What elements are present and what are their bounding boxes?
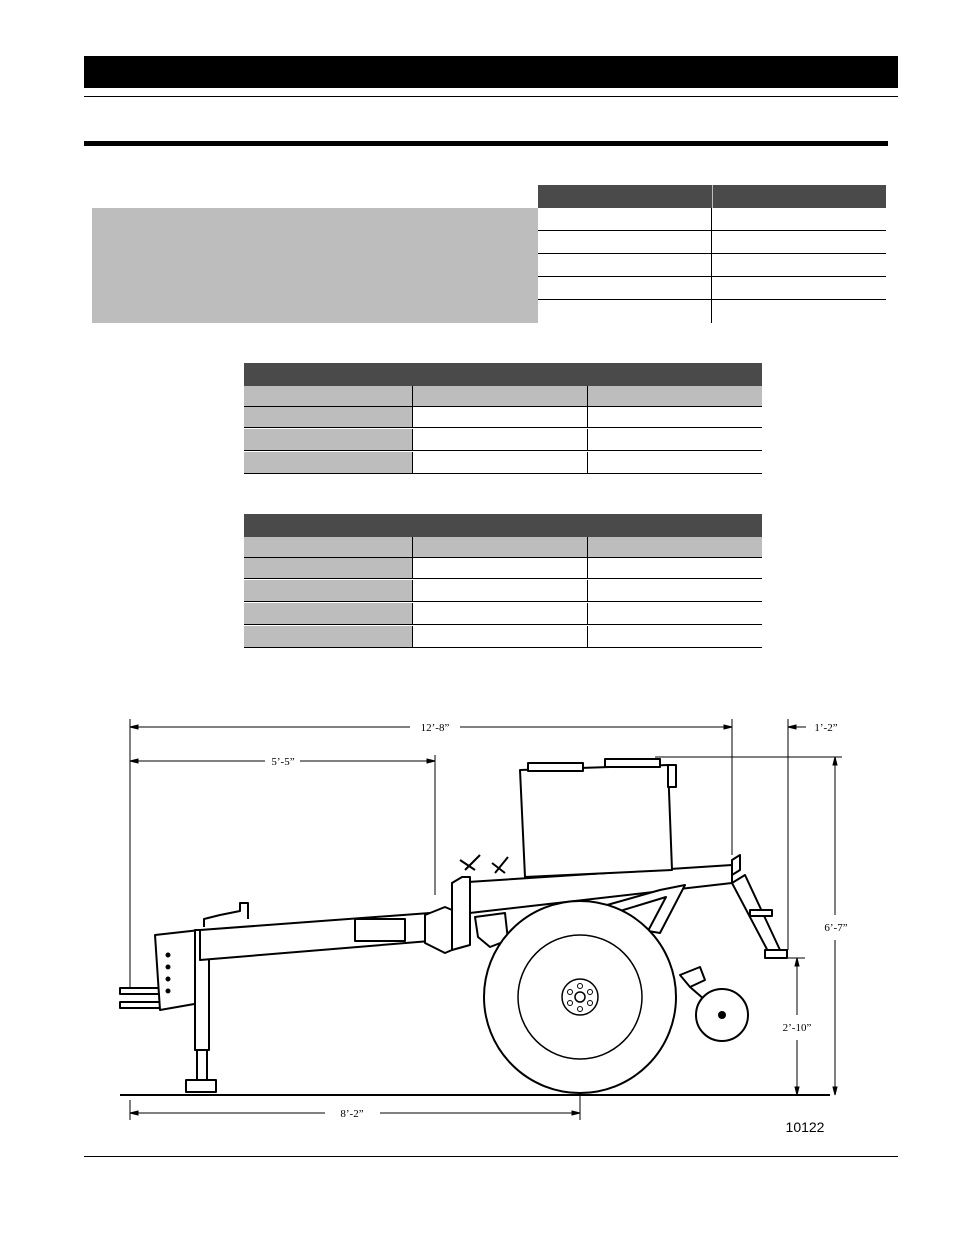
- spec-cell: [712, 208, 886, 231]
- spec-row-label: [92, 277, 538, 300]
- header-cell: [412, 386, 587, 406]
- table-cell: [587, 580, 762, 601]
- spec-cell: [538, 231, 712, 254]
- table-cell: [587, 626, 762, 647]
- spec-row-label: [92, 254, 538, 277]
- figure-number: 10122: [785, 1119, 825, 1135]
- row-label: [244, 603, 412, 624]
- row-label: [244, 429, 412, 450]
- table-cell: [587, 407, 762, 427]
- table-row: [92, 254, 886, 277]
- dim-label-overall-height: 6’-7”: [824, 922, 848, 934]
- tire: [484, 901, 676, 1093]
- footer-rule: [84, 1156, 898, 1157]
- dim-label-rear-offset: 1’-2”: [814, 722, 838, 734]
- mini-table-title: [244, 514, 762, 537]
- dim-rear-offset: [788, 719, 806, 950]
- table-row: [244, 452, 762, 474]
- spec-row-label: [92, 208, 538, 231]
- table-row: [244, 557, 762, 579]
- closing-wheel: [680, 967, 748, 1041]
- spec-cell: [538, 300, 712, 323]
- header-rule: [84, 96, 898, 97]
- dim-label-overall-length: 12’-8”: [420, 722, 450, 734]
- header-bar: [84, 56, 898, 88]
- spec-cell: [538, 208, 712, 231]
- row-label: [244, 558, 412, 578]
- table-row: [244, 603, 762, 625]
- spec-row-label: [92, 231, 538, 254]
- spec-row-label: [92, 300, 538, 323]
- table-row: [92, 231, 886, 254]
- dim-label-hitch-to-front: 5’-5”: [271, 756, 295, 768]
- header-cell: [587, 537, 762, 557]
- table-cell: [587, 603, 762, 624]
- hitch: [120, 930, 200, 1010]
- mini-table-header-row: [244, 537, 762, 557]
- mini-table-title: [244, 363, 762, 386]
- table-cell: [412, 429, 587, 450]
- header-cell: [244, 537, 412, 557]
- dim-label-hitch-to-axle: 8’-2”: [340, 1108, 364, 1120]
- table-cell: [412, 626, 587, 647]
- mini-table-1: [244, 363, 762, 475]
- header-cell: [244, 386, 412, 406]
- spec-cell: [538, 277, 712, 300]
- spec-cell: [538, 254, 712, 277]
- row-label: [244, 452, 412, 473]
- spec-cell: [712, 231, 886, 254]
- spec-cell: [712, 277, 886, 300]
- table-cell: [587, 558, 762, 578]
- seed-hopper: [520, 759, 676, 877]
- mini-table-header-row: [244, 386, 762, 406]
- table-cell: [412, 603, 587, 624]
- table-cell: [412, 407, 587, 427]
- table-row: [92, 208, 886, 231]
- table-row: [244, 580, 762, 602]
- frame-handles: [460, 855, 508, 873]
- spec-cell: [712, 254, 886, 277]
- row-label: [244, 580, 412, 601]
- table-row: [244, 626, 762, 648]
- spec-header-col-1: [538, 185, 712, 208]
- spec-cell: [712, 300, 886, 323]
- table-cell: [412, 580, 587, 601]
- row-label: [244, 407, 412, 427]
- table-row: [92, 277, 886, 300]
- dim-overall-height: [655, 757, 842, 1095]
- table-cell: [587, 452, 762, 473]
- table-cell: [412, 558, 587, 578]
- header-cell: [412, 537, 587, 557]
- section-rule: [84, 141, 888, 146]
- spec-header-col-2: [712, 185, 886, 208]
- table-row: [92, 300, 886, 323]
- mini-table-2: [244, 514, 762, 648]
- table-row: [244, 406, 762, 428]
- row-label: [244, 626, 412, 647]
- dim-label-rear-height: 2’-10”: [782, 1022, 812, 1034]
- table-row: [244, 429, 762, 451]
- planter-side-view-drawing: [100, 705, 880, 1145]
- table-cell: [412, 452, 587, 473]
- tongue: [200, 907, 452, 960]
- header-cell: [587, 386, 762, 406]
- table-cell: [587, 429, 762, 450]
